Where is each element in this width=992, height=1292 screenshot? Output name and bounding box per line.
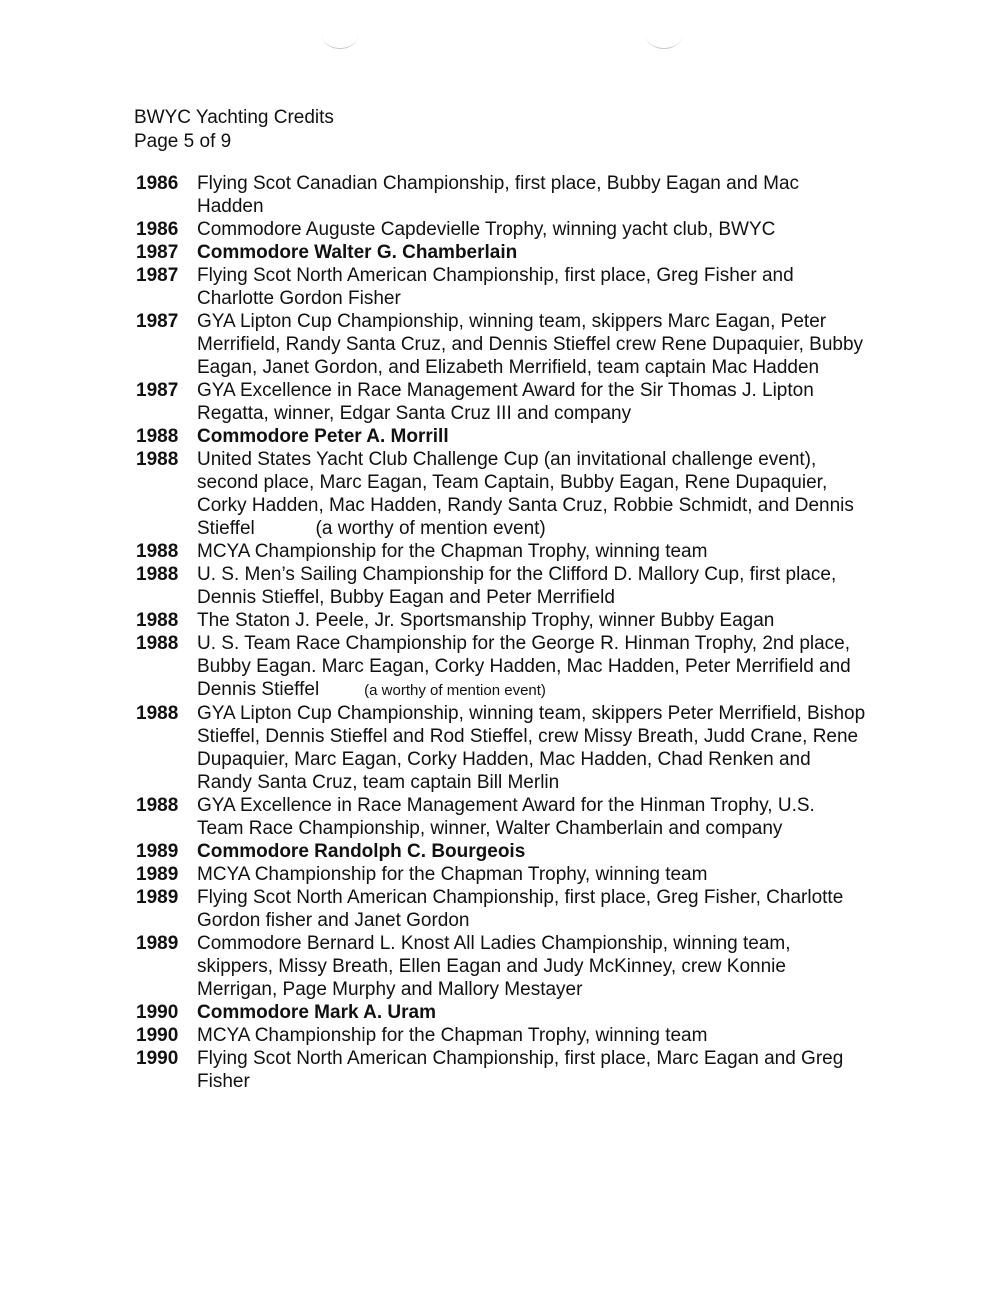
document-title: BWYC Yachting Credits xyxy=(134,107,334,128)
entry-text: Commodore Auguste Capdevielle Trophy, winning yacht club, BWYC xyxy=(197,219,776,240)
entry-text-block xyxy=(197,702,866,794)
entry-text: Commodore Randolph C. Bourgeois xyxy=(197,841,526,862)
entry-text: GYA Lipton Cup Championship, winning team, skippers Marc Eagan, Peter Merrifield, Randy Santa Cruz, and Dennis Stieffel crew Rene Dupaquier, Bubby Eagan, Janet Gordon, and Elizabeth Merrifield, team captain Mac Hadden xyxy=(197,311,864,378)
commodore-entry xyxy=(136,840,866,863)
entry-text-block xyxy=(197,425,866,448)
entry-text-block xyxy=(197,1047,866,1093)
entry-text-block xyxy=(197,379,866,425)
entry-text-block xyxy=(197,563,866,609)
entry-text-block xyxy=(197,241,866,264)
credits-list xyxy=(136,172,866,1093)
credit-entry xyxy=(136,702,866,794)
entry-text: Flying Scot North American Championship, first place, Greg Fisher and Charlotte Gordon Fisher xyxy=(197,265,794,309)
entry-year: 1990 xyxy=(136,1048,179,1069)
entry-year: 1987 xyxy=(136,311,179,332)
entry-note: (a worthy of mention event) xyxy=(364,682,546,699)
punch-hole-mark xyxy=(646,22,682,49)
punch-hole-mark xyxy=(322,22,358,49)
credit-entry xyxy=(136,1047,866,1093)
credit-entry xyxy=(136,632,866,702)
entry-year: 1988 xyxy=(136,703,179,724)
credit-entry xyxy=(136,932,866,1001)
entry-text-block xyxy=(197,794,866,840)
entry-year: 1988 xyxy=(136,633,179,654)
credit-entry xyxy=(136,264,866,310)
entry-text-block xyxy=(197,310,866,379)
entry-text: GYA Lipton Cup Championship, winning team, skippers Peter Merrifield, Bishop Stieffel, Dennis Stieffel and Rod Stieffel, crew Missy Breath, Judd Crane, Rene Dupaquier, Marc Eagan, Corky Hadden, Mac Hadden, Chad Renken and Randy Santa Cruz, team captain Bill Merlin xyxy=(197,703,866,793)
entry-text: Flying Scot Canadian Championship, first place, Bubby Eagan and Mac Hadden xyxy=(197,173,800,217)
entry-year: 1987 xyxy=(136,242,179,263)
credit-entry xyxy=(136,310,866,379)
entry-text: U. S. Men’s Sailing Championship for the Clifford D. Mallory Cup, first place, Dennis Stieffel, Bubby Eagan and Peter Merrifield xyxy=(197,564,837,608)
entry-text-block xyxy=(197,840,866,863)
entry-year: 1987 xyxy=(136,380,179,401)
entry-text-block xyxy=(197,932,866,1001)
entry-year: 1986 xyxy=(136,173,179,194)
credit-entry xyxy=(136,863,866,886)
entry-year: 1988 xyxy=(136,795,179,816)
entry-year: 1989 xyxy=(136,841,179,862)
entry-text: GYA Excellence in Race Management Award for the Hinman Trophy, U.S. Team Race Championship, winner, Walter Chamberlain and company xyxy=(197,795,815,839)
credit-entry xyxy=(136,448,866,540)
entry-text-block xyxy=(197,540,866,563)
entry-text: Commodore Bernard L. Knost All Ladies Championship, winning team, skippers, Missy Breath, Ellen Eagan and Judy McKinney, crew Konnie Merrigan, Page Murphy and Mallory Mestayer xyxy=(197,933,791,1000)
entry-text-block xyxy=(197,264,866,310)
entry-year: 1988 xyxy=(136,426,179,447)
entry-text-block xyxy=(197,1001,866,1024)
credit-entry xyxy=(136,563,866,609)
entry-year: 1986 xyxy=(136,219,179,240)
entry-text: MCYA Championship for the Chapman Trophy, winning team xyxy=(197,864,708,885)
entry-text-block xyxy=(197,1024,866,1047)
credit-entry xyxy=(136,609,866,632)
entry-text-block xyxy=(197,632,866,702)
entry-text: MCYA Championship for the Chapman Trophy, winning team xyxy=(197,1025,708,1046)
entry-text: Commodore Walter G. Chamberlain xyxy=(197,242,518,263)
entry-text: Flying Scot North American Championship, first place, Marc Eagan and Greg Fisher xyxy=(197,1048,844,1092)
entry-year: 1990 xyxy=(136,1002,179,1023)
credit-entry xyxy=(136,540,866,563)
entry-text: GYA Excellence in Race Management Award for the Sir Thomas J. Lipton Regatta, winner, Edgar Santa Cruz III and company xyxy=(197,380,814,424)
entry-text: MCYA Championship for the Chapman Trophy, winning team xyxy=(197,541,708,562)
entry-text: United States Yacht Club Challenge Cup (an invitational challenge event), second place, Marc Eagan, Team Captain, Bubby Eagan, Rene Dupaquier, Corky Hadden, Mac Hadden, Randy Santa Cruz, Robbie Schmidt, and Dennis Stieffel xyxy=(197,449,854,539)
entry-text-block xyxy=(197,863,866,886)
entry-year: 1988 xyxy=(136,564,179,585)
entry-text: Flying Scot North American Championship, first place, Greg Fisher, Charlotte Gordon fisher and Janet Gordon xyxy=(197,887,844,931)
entry-text-block xyxy=(197,172,866,218)
entry-year: 1988 xyxy=(136,610,179,631)
entry-text: Commodore Mark A. Uram xyxy=(197,1002,436,1023)
entry-text-block xyxy=(197,218,866,241)
entry-year: 1989 xyxy=(136,933,179,954)
commodore-entry xyxy=(136,241,866,264)
entry-note: (a worthy of mention event) xyxy=(315,518,546,539)
credit-entry xyxy=(136,1024,866,1047)
credit-entry xyxy=(136,886,866,932)
entry-year: 1989 xyxy=(136,887,179,908)
entry-year: 1988 xyxy=(136,449,179,470)
entry-year: 1989 xyxy=(136,864,179,885)
entry-text: The Staton J. Peele, Jr. Sportsmanship Trophy, winner Bubby Eagan xyxy=(197,610,775,631)
commodore-entry xyxy=(136,1001,866,1024)
credit-entry xyxy=(136,172,866,218)
credit-entry xyxy=(136,379,866,425)
credit-entry xyxy=(136,794,866,840)
document-header xyxy=(134,106,334,154)
entry-year: 1988 xyxy=(136,541,179,562)
entry-text-block xyxy=(197,609,866,632)
page-number: Page 5 of 9 xyxy=(134,131,232,152)
entry-text-block xyxy=(197,886,866,932)
entry-text: U. S. Team Race Championship for the George R. Hinman Trophy, 2nd place, Bubby Eagan. Marc Eagan, Corky Hadden, Mac Hadden, Peter Merrifield and Dennis Stieffel xyxy=(197,633,851,700)
entry-text: Commodore Peter A. Morrill xyxy=(197,426,449,447)
commodore-entry xyxy=(136,425,866,448)
entry-text-block xyxy=(197,448,866,540)
credit-entry xyxy=(136,218,866,241)
entry-year: 1990 xyxy=(136,1025,179,1046)
entry-year: 1987 xyxy=(136,265,179,286)
